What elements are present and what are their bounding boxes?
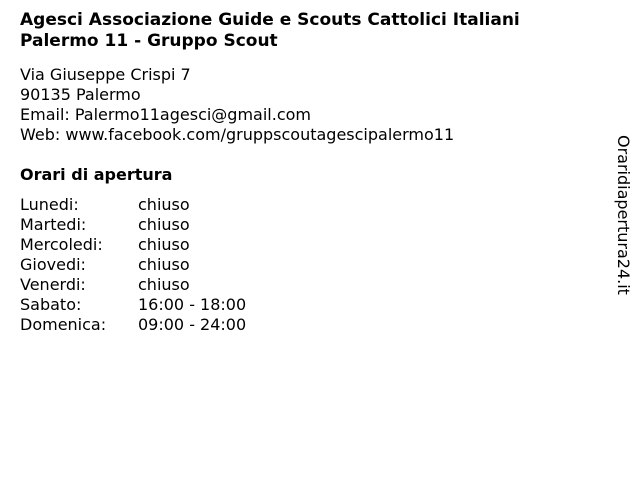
day-hours: 09:00 - 24:00 [138, 315, 247, 334]
hours-row-tuesday [20, 215, 246, 235]
day-hours: chiuso [138, 255, 190, 274]
hours-row-monday [20, 195, 246, 215]
business-name-line2: Palermo 11 - Gruppo Scout [20, 31, 278, 51]
email-text: Email: Palermo11agesci@gmail.com [20, 105, 311, 124]
street-address: Via Giuseppe Crispi 7 [20, 65, 191, 84]
hours-row-saturday [20, 295, 246, 315]
opening-hours-table [20, 195, 246, 335]
day-hours: 16:00 - 18:00 [138, 295, 247, 314]
business-title [20, 10, 620, 52]
business-name-line1: Agesci Associazione Guide e Scouts Cattolici Italiani [20, 10, 520, 30]
contact-block [20, 65, 454, 145]
hours-row-sunday [20, 315, 246, 335]
day-label: Venerdi: [20, 275, 86, 294]
day-label: Sabato: [20, 295, 82, 314]
day-label: Lunedi: [20, 195, 79, 214]
day-hours: chiuso [138, 215, 190, 234]
day-label: Domenica: [20, 315, 107, 334]
site-watermark: Oraridiapertura24.it [614, 135, 633, 295]
day-label: Giovedi: [20, 255, 86, 274]
day-hours: chiuso [138, 195, 190, 214]
hours-heading: Orari di apertura [20, 165, 173, 184]
day-hours: chiuso [138, 235, 190, 254]
day-label: Mercoledi: [20, 235, 103, 254]
web-text: Web: www.facebook.com/gruppscoutagescipalermo11 [20, 125, 455, 144]
hours-row-thursday [20, 255, 246, 275]
day-label: Martedi: [20, 215, 87, 234]
hours-row-friday [20, 275, 246, 295]
hours-row-wednesday [20, 235, 246, 255]
postal-city: 90135 Palermo [20, 85, 141, 104]
day-hours: chiuso [138, 275, 190, 294]
